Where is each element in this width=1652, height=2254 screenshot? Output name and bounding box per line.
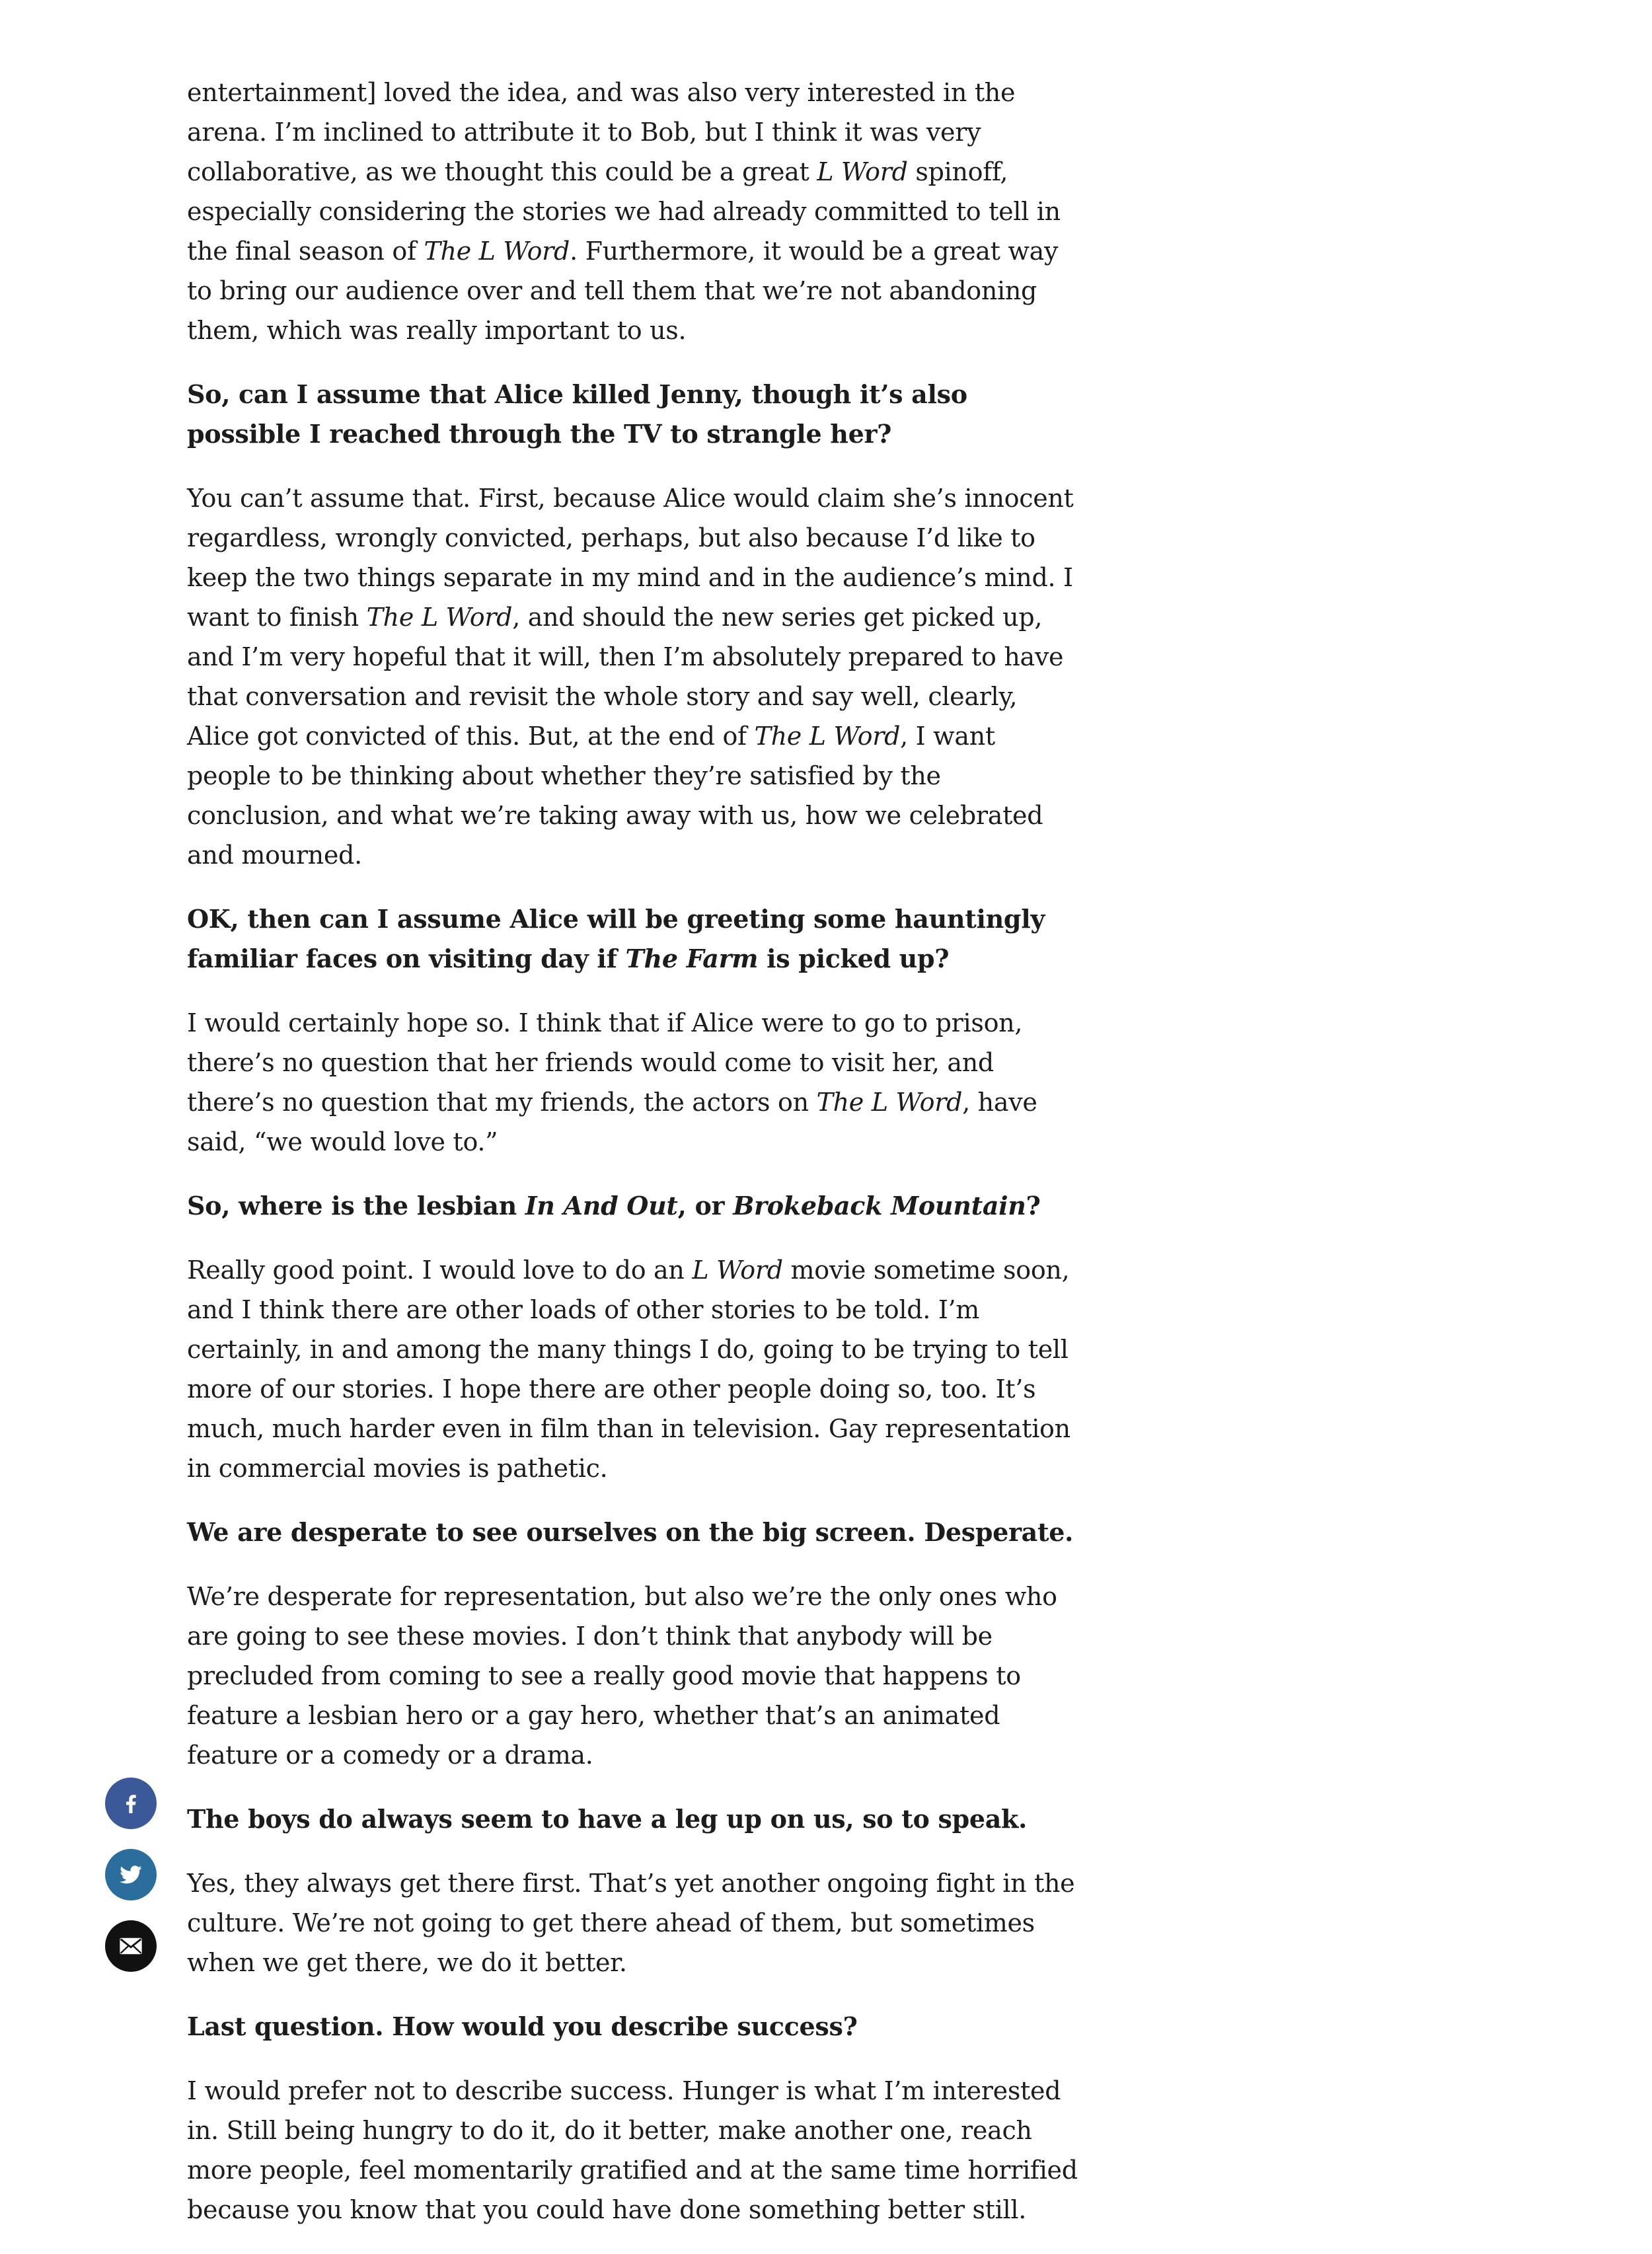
- text-run: So, where is the lesbian: [187, 1191, 525, 1221]
- italic-title: L Word: [692, 1256, 783, 1285]
- text-run: Last question. How would you describe success?: [187, 2011, 858, 2041]
- interview-answer: [187, 1863, 1086, 1982]
- text-run: Really good point. I would love to do an: [187, 1256, 693, 1285]
- italic-title: The L Word: [816, 1088, 963, 1117]
- text-run: , and should the new series get picked up, and I’m very hopeful that it will, then I’m absolutely prepared to have that conversation and revisit the whole story and say well, clearly, Alice got convicted of this. But, at the end of: [187, 603, 1064, 751]
- article-body: [187, 73, 1086, 2254]
- text-run: I would certainly hope so. I think that if Alice were to go to prison, there’s no question that her friends would come to visit her, and there’s no question that my friends, the actors on: [187, 1008, 1023, 1117]
- text-run: . Furthermore, it would be a great way to bring our audience over and tell them that we’re not abandoning them, which was really important to us.: [187, 237, 1059, 345]
- interview-answer: [187, 2071, 1086, 2230]
- text-run: is picked up?: [758, 944, 950, 973]
- italic-title: The L Word: [424, 237, 570, 266]
- interview-answer: [187, 1003, 1086, 1162]
- text-run: ?: [1026, 1191, 1041, 1221]
- interview-question: [187, 899, 1086, 979]
- text-run: OK, then can I assume Alice will be greeting some hauntingly familiar faces on visiting day if: [187, 904, 1045, 973]
- text-run: spinoff, especially considering the stories we had already committed to tell in the final season of: [187, 157, 1061, 266]
- share-bar: [105, 1778, 157, 1992]
- facebook-share-button[interactable]: [105, 1778, 157, 1829]
- italic-title: The L Word: [366, 603, 513, 632]
- interview-question: [187, 1186, 1086, 1226]
- italic-title: L Word: [817, 157, 908, 186]
- text-run: , have said, “we would love to.”: [187, 1088, 1037, 1156]
- italic-title: The Farm: [625, 944, 759, 973]
- text-run: entertainment] loved the idea, and was also very interested in the arena. I’m inclined to attribute it to Bob, but I think it was very collaborative, as we thought this could be a great: [187, 78, 1016, 186]
- text-run: , I want people to be thinking about whether they’re satisfied by the conclusion, and what we’re taking away with us, how we celebrated and mourned.: [187, 722, 1043, 870]
- italic-title: The L Word: [754, 722, 901, 751]
- email-icon: [117, 1932, 145, 1960]
- facebook-icon: [118, 1790, 144, 1817]
- text-run: So, can I assume that Alice killed Jenny, though it’s also possible I reached through the TV to strangle her?: [187, 379, 967, 449]
- text-run: You can’t assume that. First, because Alice would claim she’s innocent regardless, wrongly convicted, perhaps, but also because I’d like to keep the two things separate in my mind and in the audience’s mind. I want to finish: [187, 484, 1074, 632]
- twitter-icon: [118, 1861, 144, 1888]
- interview-question: [187, 375, 1086, 454]
- interview-question: [187, 1513, 1086, 1552]
- interview-answer: [187, 478, 1086, 875]
- text-run: The boys do always seem to have a leg up on us, so to speak.: [187, 1804, 1028, 1834]
- interview-answer: [187, 73, 1086, 350]
- interview-answer: [187, 1250, 1086, 1488]
- email-share-button[interactable]: [105, 1920, 157, 1972]
- interview-question: [187, 2007, 1086, 2047]
- interview-answer: [187, 1577, 1086, 1775]
- text-run: Yes, they always get there first. That’s yet another ongoing fight in the culture. We’re not going to get there ahead of them, but sometimes when we get there, we do it better.: [187, 1869, 1075, 1977]
- interview-question: [187, 1799, 1086, 1839]
- text-run: We’re desperate for representation, but also we’re the only ones who are going to see these movies. I don’t think that anybody will be precluded from coming to see a really good movie that happens to feature a lesbian hero or a gay hero, whether that’s an animated feature or a comedy or a drama.: [187, 1582, 1057, 1770]
- italic-title: In And Out: [525, 1191, 678, 1221]
- text-run: , or: [677, 1191, 733, 1221]
- italic-title: Brokeback Mountain: [733, 1191, 1026, 1221]
- twitter-share-button[interactable]: [105, 1849, 157, 1900]
- text-run: We are desperate to see ourselves on the big screen. Desperate.: [187, 1517, 1074, 1547]
- text-run: I would prefer not to describe success. Hunger is what I’m interested in. Still being hungry to do it, do it better, make another one, reach more people, feel momentarily gratified and at the same time horrified because you know that you could have done something better still.: [187, 2076, 1078, 2224]
- text-run: movie sometime soon, and I think there are other loads of other stories to be told. I’m certainly, in and among the many things I do, going to be trying to tell more of our stories. I hope there are other people doing so, too. It’s much, much harder even in film than in television. Gay representation in commercial movies is pathetic.: [187, 1256, 1070, 1483]
